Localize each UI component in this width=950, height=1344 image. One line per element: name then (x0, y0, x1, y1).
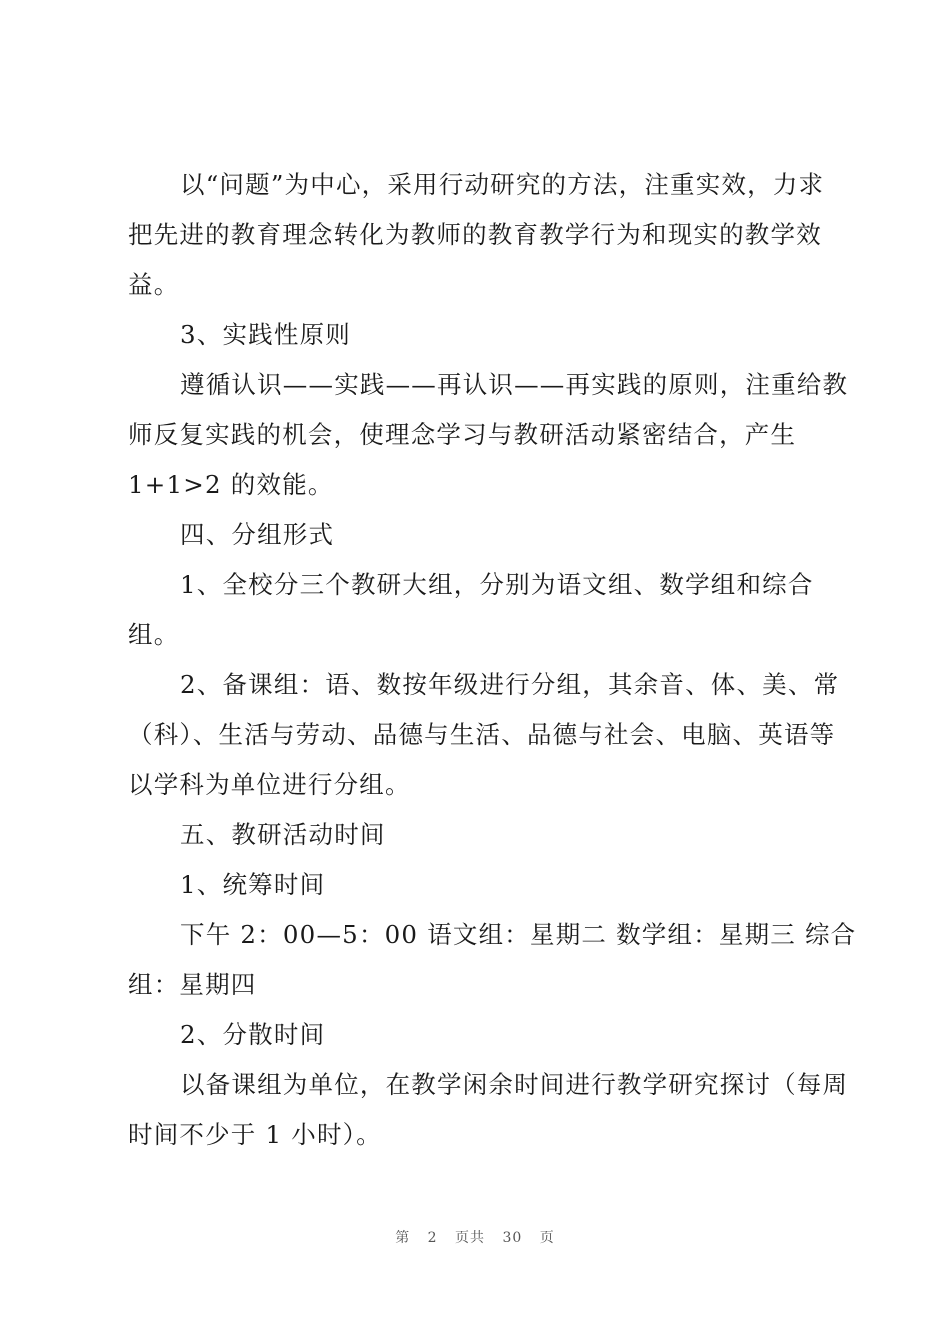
section-heading: 3、实践性原则 (180, 320, 351, 349)
paragraph-line: 益。 (128, 270, 180, 299)
footer-total-unit: 页 (539, 1230, 555, 1246)
paragraph-line: 组。 (128, 620, 180, 649)
footer-page-unit: 页共 (455, 1230, 486, 1246)
subsection-heading: 2、分散时间 (180, 1020, 326, 1049)
paragraph-line: 以学科为单位进行分组。 (128, 770, 411, 799)
paragraph-line: 1+1>2 的效能。 (128, 470, 334, 499)
paragraph-line: 2、备课组：语、数按年级进行分组，其余音、体、美、常 (180, 670, 840, 699)
paragraph-line: 下午 2：00—5：00 语文组：星期二 数学组：星期三 综合 (180, 920, 857, 949)
paragraph-line: 以“问题”为中心，采用行动研究的方法，注重实效，力求 (180, 170, 825, 199)
paragraph-line: 时间不少于 1 小时）。 (128, 1120, 382, 1149)
paragraph-line: 师反复实践的机会，使理念学习与教研活动紧密结合，产生 (128, 420, 797, 449)
subsection-heading: 1、统筹时间 (180, 870, 326, 899)
footer-total-pages: 30 (502, 1230, 523, 1246)
paragraph-line: （科）、生活与劳动、品德与生活、品德与社会、电脑、英语等 (128, 720, 836, 749)
paragraph-line: 遵循认识——实践——再认识——再实践的原则，注重给教 (180, 370, 849, 399)
section-heading: 五、教研活动时间 (180, 820, 386, 849)
paragraph-line: 组：星期四 (128, 970, 257, 999)
paragraph-line: 以备课组为单位，在教学闲余时间进行教学研究探讨（每周 (180, 1070, 849, 1099)
section-heading: 四、分组形式 (180, 520, 335, 549)
page-footer (0, 1227, 950, 1247)
paragraph-line: 把先进的教育理念转化为教师的教育教学行为和现实的教学效 (128, 220, 822, 249)
paragraph-line: 1、全校分三个教研大组，分别为语文组、数学组和综合 (180, 570, 814, 599)
footer-page-number: 2 (427, 1230, 438, 1246)
footer-prefix: 第 (395, 1230, 411, 1246)
